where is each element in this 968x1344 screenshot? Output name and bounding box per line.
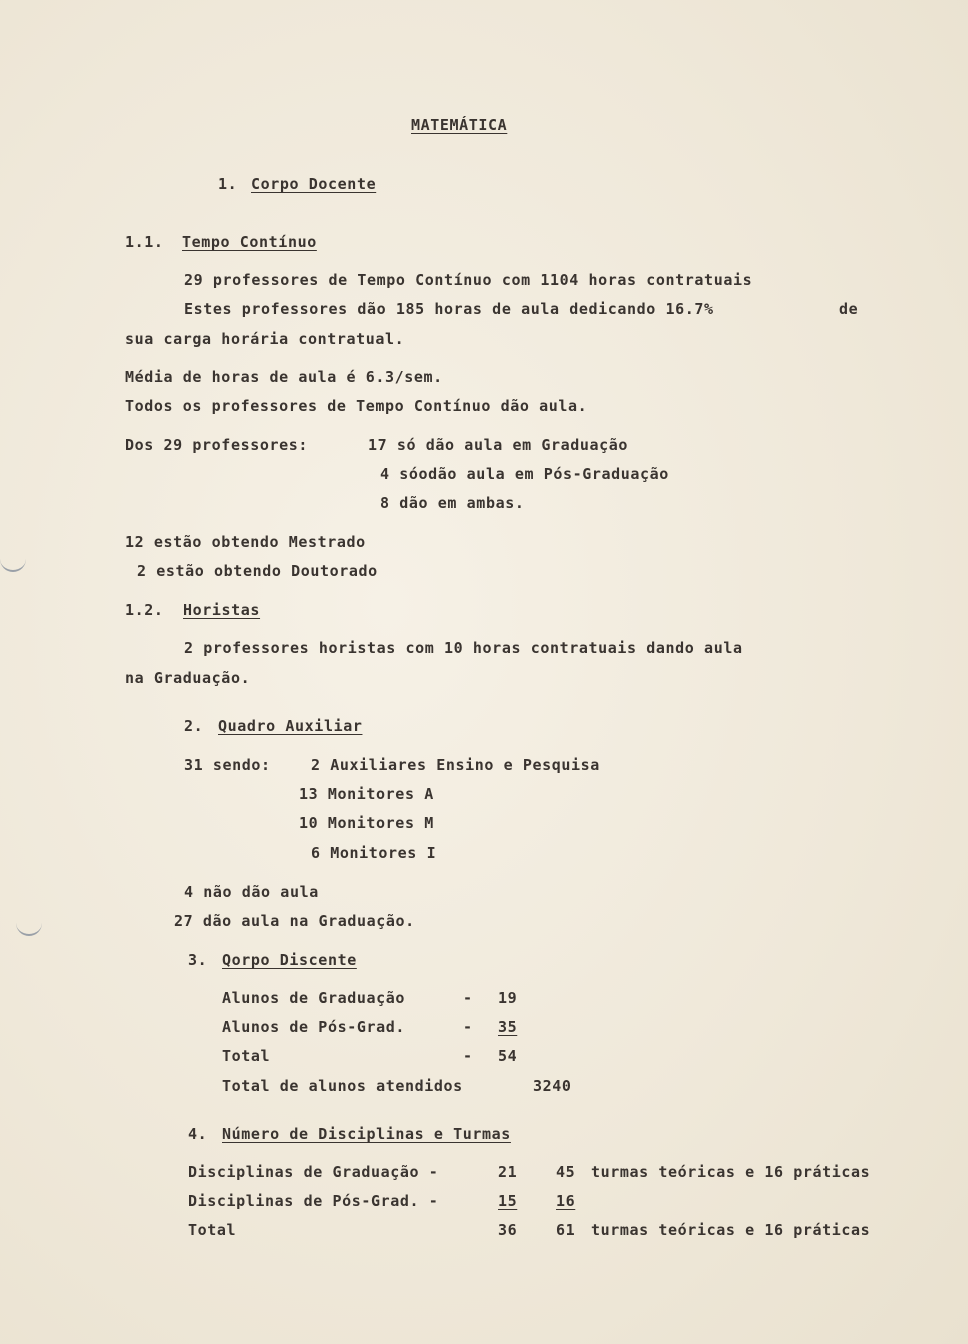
students-row-value: 35 (498, 1018, 518, 1036)
section-1-2-heading: Horistas (183, 601, 261, 619)
punch-hole-mark (16, 920, 42, 936)
courses-row-count: 36 (498, 1221, 518, 1239)
paragraph-line: Estes professores dão 185 horas de aula dedicando 16.7% (184, 300, 714, 318)
aux-note: 27 dão aula na Graduação. (174, 912, 415, 930)
paragraph-line: sua carga horária contratual. (125, 330, 405, 348)
breakdown-label: Dos 29 professores: (125, 436, 308, 454)
paragraph-line: 12 estão obtendo Mestrado (125, 533, 366, 551)
section-2-heading: Quadro Auxiliar (218, 717, 363, 735)
paragraph-line: Todos os professores de Tempo Contínuo dão aula. (125, 397, 588, 415)
page-title: MATEMÁTICA (411, 116, 508, 134)
aux-line: 2 Auxiliares Ensino e Pesquisa (311, 756, 600, 774)
paragraph-line: 2 estão obtendo Doutorado (137, 562, 378, 580)
paragraph-line: 2 professores horistas com 10 horas contratuais dando aula (184, 639, 743, 657)
courses-row-desc: turmas teóricas e 16 práticas (591, 1221, 871, 1239)
section-1-1-number: 1.1. (125, 233, 164, 251)
students-row-label: Alunos de Graduação (222, 989, 405, 1007)
section-4-heading: Número de Disciplinas e Turmas (222, 1125, 511, 1143)
students-row-dash: - (463, 989, 473, 1007)
breakdown-line: 17 só dão aula em Graduação (368, 436, 629, 454)
students-row-value: 3240 (533, 1077, 572, 1095)
section-2-number: 2. (184, 717, 204, 735)
students-row-label: Total (222, 1047, 271, 1065)
aux-lead: 31 sendo: (184, 756, 271, 774)
section-1-number: 1. (218, 175, 238, 193)
aux-line: 13 Monitores A (299, 785, 434, 803)
section-4-number: 4. (188, 1125, 208, 1143)
section-3-number: 3. (188, 951, 208, 969)
courses-row-count: 21 (498, 1163, 518, 1181)
paragraph-line: 29 professores de Tempo Contínuo com 1104 horas contratuais (184, 271, 753, 289)
courses-row-classes: 16 (556, 1192, 576, 1210)
section-1-1-heading: Tempo Contínuo (182, 233, 317, 251)
section-1-heading: Corpo Docente (251, 175, 377, 193)
courses-row-classes: 61 (556, 1221, 576, 1239)
breakdown-line: 4 sóodão aula em Pós-Graduação (380, 465, 669, 483)
courses-row-desc: turmas teóricas e 16 práticas (591, 1163, 871, 1181)
students-row-label: Alunos de Pós-Grad. (222, 1018, 405, 1036)
paragraph-line: na Graduação. (125, 669, 251, 687)
courses-row-classes: 45 (556, 1163, 576, 1181)
aux-note: 4 não dão aula (184, 883, 319, 901)
students-row-label: Total de alunos atendidos (222, 1077, 463, 1095)
paragraph-line: Média de horas de aula é 6.3/sem. (125, 368, 443, 386)
students-row-dash: - (463, 1018, 473, 1036)
students-row-value: 54 (498, 1047, 518, 1065)
courses-row-count: 15 (498, 1192, 518, 1210)
courses-row-label: Disciplinas de Pós-Grad. - (188, 1192, 439, 1210)
aux-line: 10 Monitores M (299, 814, 434, 832)
breakdown-line: 8 dão em ambas. (380, 494, 525, 512)
punch-hole-mark (0, 556, 26, 572)
students-row-value: 19 (498, 989, 518, 1007)
section-1-2-number: 1.2. (125, 601, 164, 619)
paragraph-line: de (839, 300, 859, 318)
aux-line: 6 Monitores I (311, 844, 437, 862)
students-row-dash: - (463, 1047, 473, 1065)
section-3-heading: Qorpo Discente (222, 951, 357, 969)
courses-row-label: Disciplinas de Graduação - (188, 1163, 439, 1181)
courses-row-label: Total (188, 1221, 237, 1239)
